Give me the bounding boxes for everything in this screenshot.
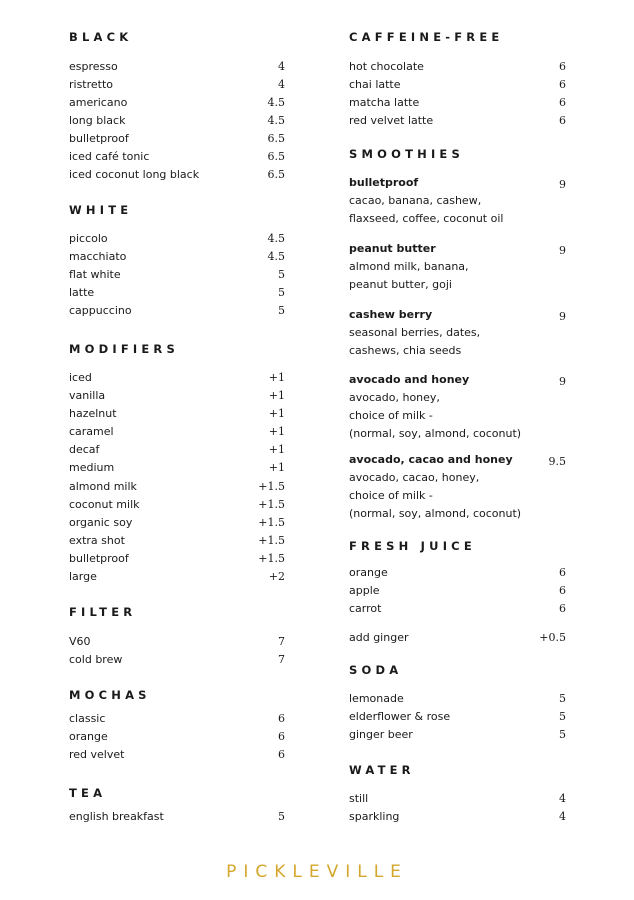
item-name: matcha latte xyxy=(349,96,420,109)
menu-item xyxy=(349,690,566,708)
item-name: hot chocolate xyxy=(349,60,424,73)
menu-item xyxy=(69,496,285,514)
item-price: +1 xyxy=(268,389,285,402)
item-price: 7 xyxy=(278,653,285,666)
smoothie-item xyxy=(349,306,566,360)
smoothie-ingredients: (normal, soy, almond, coconut) xyxy=(349,427,522,440)
menu-item xyxy=(69,478,285,496)
menu-item xyxy=(349,708,566,726)
item-price: 6 xyxy=(278,748,285,761)
item-name: vanilla xyxy=(69,389,106,402)
smoothie-ingredients: cacao, banana, cashew, xyxy=(349,194,482,207)
item-name: iced coconut long black xyxy=(69,168,200,181)
menu-item-add-ginger xyxy=(349,629,566,647)
item-price: 5 xyxy=(278,810,285,823)
item-name: sparkling xyxy=(349,810,400,823)
item-name: large xyxy=(69,570,97,583)
smoothie-ingredients: almond milk, banana, xyxy=(349,260,469,273)
menu-item xyxy=(69,459,285,477)
menu-item xyxy=(69,550,285,568)
item-price: 5 xyxy=(278,304,285,317)
smoothie-name: bulletproof xyxy=(349,176,419,189)
smoothie-ingredients: cashews, chia seeds xyxy=(349,344,462,357)
item-name: chai latte xyxy=(349,78,401,91)
smoothie-ingredients: seasonal berries, dates, xyxy=(349,326,481,339)
item-price: 6 xyxy=(559,114,566,127)
item-price: 5 xyxy=(278,286,285,299)
smoothie-price: 9.5 xyxy=(548,455,566,468)
item-price: 6 xyxy=(559,60,566,73)
section-title-filter: FILTER xyxy=(69,605,137,619)
section-title-fresh-juice: FRESH JUICE xyxy=(349,539,476,553)
menu-item xyxy=(69,710,285,728)
smoothie-ingredients: flaxseed, coffee, coconut oil xyxy=(349,212,504,225)
menu-item xyxy=(69,284,285,302)
item-price: +1 xyxy=(268,443,285,456)
item-price: 6 xyxy=(559,584,566,597)
item-name: V60 xyxy=(69,635,91,648)
menu-item xyxy=(349,94,566,112)
item-price: +1 xyxy=(268,407,285,420)
menu-item xyxy=(69,130,285,148)
menu-item xyxy=(69,248,285,266)
section-title-smoothies: SMOOTHIES xyxy=(349,147,464,161)
menu-item xyxy=(349,582,566,600)
item-price: +2 xyxy=(268,570,285,583)
item-price: 6 xyxy=(559,96,566,109)
smoothie-ingredients: peanut butter, goji xyxy=(349,278,452,291)
smoothie-item xyxy=(349,451,566,523)
item-price: 4.5 xyxy=(267,250,285,263)
menu-item xyxy=(349,76,566,94)
item-name: medium xyxy=(69,461,115,474)
smoothie-ingredients: avocado, cacao, honey, xyxy=(349,471,480,484)
item-price: 6.5 xyxy=(267,168,285,181)
smoothie-item xyxy=(349,240,566,294)
item-price: +1 xyxy=(268,425,285,438)
item-price: +1.5 xyxy=(258,480,285,493)
menu-item xyxy=(349,58,566,76)
item-name: add ginger xyxy=(349,631,409,644)
smoothie-price: 9 xyxy=(559,178,566,191)
smoothie-name: avocado, cacao and honey xyxy=(349,453,513,466)
item-name: bulletproof xyxy=(69,132,129,145)
menu-item xyxy=(69,387,285,405)
section-title-white: WHITE xyxy=(69,203,133,217)
section-title-tea: TEA xyxy=(69,786,107,800)
brand-logo-text: PICKLEVILLE xyxy=(226,862,408,882)
menu-item xyxy=(349,790,566,808)
smoothie-ingredients: choice of milk - xyxy=(349,489,433,502)
item-name: ristretto xyxy=(69,78,114,91)
item-price: 4 xyxy=(559,792,566,805)
item-name: cold brew xyxy=(69,653,123,666)
item-name: caramel xyxy=(69,425,114,438)
menu-item xyxy=(69,423,285,441)
menu-item xyxy=(349,112,566,130)
item-price: 4 xyxy=(278,78,285,91)
menu-item xyxy=(69,532,285,550)
item-price: 6 xyxy=(559,78,566,91)
section-title-caffeine-free: CAFFEINE-FREE xyxy=(349,30,504,44)
smoothie-item xyxy=(349,371,566,443)
item-name: decaf xyxy=(69,443,100,456)
smoothie-name: cashew berry xyxy=(349,308,433,321)
item-price: +1.5 xyxy=(258,498,285,511)
item-price: 5 xyxy=(278,268,285,281)
menu-item xyxy=(69,651,285,669)
menu-item xyxy=(69,230,285,248)
item-name: almond milk xyxy=(69,480,137,493)
menu-item xyxy=(69,808,285,826)
item-name: red velvet latte xyxy=(349,114,434,127)
menu-item xyxy=(69,302,285,320)
item-price: 5 xyxy=(559,710,566,723)
item-name: elderflower & rose xyxy=(349,710,451,723)
item-name: extra shot xyxy=(69,534,125,547)
item-price: 4.5 xyxy=(267,232,285,245)
item-price: +1.5 xyxy=(258,516,285,529)
menu-item xyxy=(69,728,285,746)
item-name: carrot xyxy=(349,602,382,615)
item-name: hazelnut xyxy=(69,407,117,420)
item-name: coconut milk xyxy=(69,498,140,511)
section-title-soda: SODA xyxy=(349,663,403,677)
menu-item xyxy=(349,564,566,582)
item-name: cappuccino xyxy=(69,304,132,317)
item-price: 4 xyxy=(278,60,285,73)
item-name: english breakfast xyxy=(69,810,164,823)
menu-item xyxy=(69,112,285,130)
smoothie-name: avocado and honey xyxy=(349,373,470,386)
smoothie-ingredients: choice of milk - xyxy=(349,409,433,422)
item-name: organic soy xyxy=(69,516,133,529)
section-title-modifiers: MODIFIERS xyxy=(69,342,179,356)
item-price: 6 xyxy=(278,730,285,743)
item-price: +1 xyxy=(268,371,285,384)
menu-item xyxy=(69,405,285,423)
item-name: classic xyxy=(69,712,106,725)
item-price: +1.5 xyxy=(258,552,285,565)
item-price: 5 xyxy=(559,692,566,705)
item-name: ginger beer xyxy=(349,728,413,741)
menu-item xyxy=(69,514,285,532)
item-name: piccolo xyxy=(69,232,108,245)
menu-item xyxy=(69,76,285,94)
menu-item xyxy=(349,808,566,826)
menu-item xyxy=(69,94,285,112)
menu-item xyxy=(69,369,285,387)
menu-item xyxy=(349,600,566,618)
item-name: still xyxy=(349,792,369,805)
item-name: bulletproof xyxy=(69,552,129,565)
item-price: +0.5 xyxy=(539,631,566,644)
section-title-mochas: MOCHAS xyxy=(69,688,151,702)
item-price: 6.5 xyxy=(267,132,285,145)
item-price: 5 xyxy=(559,728,566,741)
menu-item xyxy=(69,266,285,284)
item-name: espresso xyxy=(69,60,118,73)
item-name: iced xyxy=(69,371,92,384)
menu-item xyxy=(69,148,285,166)
item-price: +1 xyxy=(268,461,285,474)
menu-item xyxy=(69,746,285,764)
smoothie-price: 9 xyxy=(559,310,566,323)
smoothie-price: 9 xyxy=(559,375,566,388)
item-name: orange xyxy=(349,566,388,579)
menu-item xyxy=(69,568,285,586)
smoothie-item xyxy=(349,174,566,228)
item-price: 4.5 xyxy=(267,96,285,109)
smoothie-price: 9 xyxy=(559,244,566,257)
item-price: 6.5 xyxy=(267,150,285,163)
item-price: +1.5 xyxy=(258,534,285,547)
item-name: americano xyxy=(69,96,128,109)
item-name: iced café tonic xyxy=(69,150,150,163)
menu-item xyxy=(69,441,285,459)
smoothie-ingredients: avocado, honey, xyxy=(349,391,440,404)
item-name: apple xyxy=(349,584,380,597)
item-name: orange xyxy=(69,730,108,743)
menu-item xyxy=(349,726,566,744)
item-name: long black xyxy=(69,114,126,127)
item-price: 4 xyxy=(559,810,566,823)
item-price: 6 xyxy=(559,566,566,579)
menu-item xyxy=(69,58,285,76)
item-name: latte xyxy=(69,286,95,299)
item-price: 7 xyxy=(278,635,285,648)
item-price: 4.5 xyxy=(267,114,285,127)
menu-item xyxy=(69,633,285,651)
item-name: red velvet xyxy=(69,748,125,761)
item-name: macchiato xyxy=(69,250,127,263)
smoothie-name: peanut butter xyxy=(349,242,436,255)
smoothie-ingredients: (normal, soy, almond, coconut) xyxy=(349,507,522,520)
item-name: flat white xyxy=(69,268,121,281)
section-title-water: WATER xyxy=(349,763,415,777)
item-price: 6 xyxy=(278,712,285,725)
item-price: 6 xyxy=(559,602,566,615)
section-title-black: BLACK xyxy=(69,30,133,44)
item-name: lemonade xyxy=(349,692,404,705)
menu-item xyxy=(69,166,285,184)
